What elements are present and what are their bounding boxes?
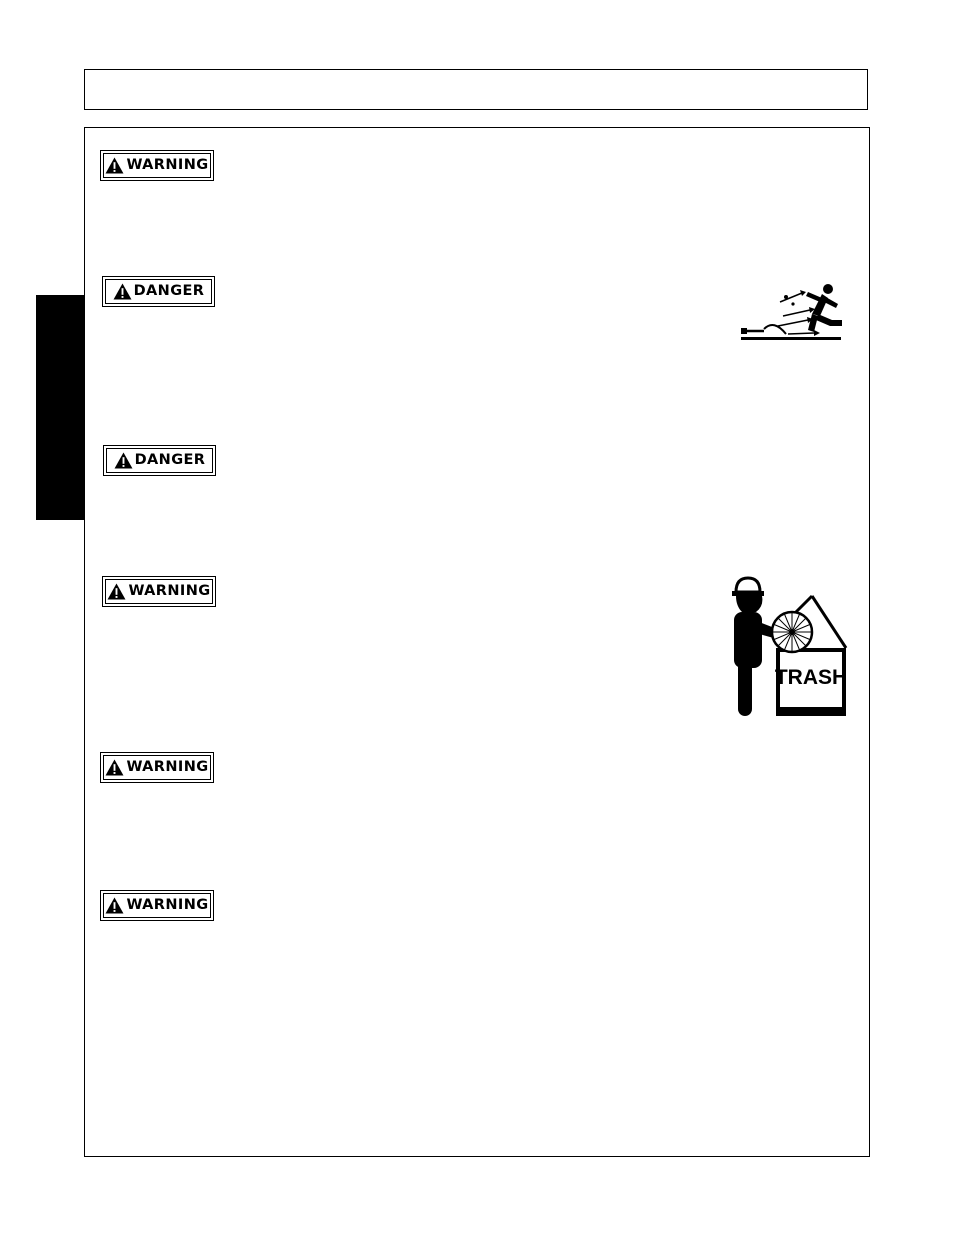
danger-label-text: DANGER xyxy=(134,452,206,469)
warning-triangle-icon xyxy=(105,759,124,776)
warning-triangle-icon xyxy=(113,283,132,300)
warning-label-3 xyxy=(100,752,214,783)
warning-triangle-icon xyxy=(114,452,133,469)
warning-label-text: WARNING xyxy=(126,157,209,174)
page-header-box xyxy=(84,69,868,110)
warning-triangle-icon xyxy=(105,157,124,174)
warning-label-text: WARNING xyxy=(126,897,209,914)
trash-sign-text: TRASH xyxy=(774,666,848,689)
danger-label-2 xyxy=(103,445,216,476)
warning-label-1 xyxy=(100,150,214,181)
warning-triangle-icon xyxy=(105,897,124,914)
warning-label-2 xyxy=(102,576,216,607)
section-tab xyxy=(36,295,84,520)
thrown-object-hazard-illustration xyxy=(738,282,848,344)
warning-label-text: WARNING xyxy=(128,583,211,600)
trash-disposal-illustration xyxy=(722,574,850,720)
warning-label-text: WARNING xyxy=(126,759,209,776)
warning-triangle-icon xyxy=(107,583,126,600)
danger-label-text: DANGER xyxy=(133,283,205,300)
warning-label-4 xyxy=(100,890,214,921)
danger-label-1 xyxy=(102,276,215,307)
